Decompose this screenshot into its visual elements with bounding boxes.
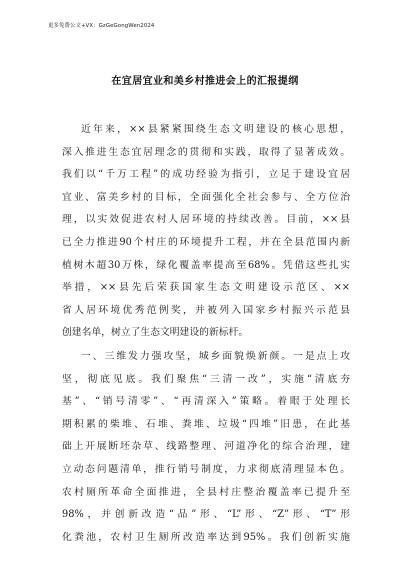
body-line: 一、三维发力强攻坚，城乡面貌焕新颜。一是点上攻 (81, 351, 350, 362)
header-note: 更多免费公文+VX：GzGeGongWen2024 (48, 23, 155, 29)
body-line: 立动态问题清单，推行销号制度，力求彻底清理显本色。 (62, 464, 350, 475)
body-line: 省人居环境优秀范例奖，并被列入国家乡村振兴示范县 (62, 304, 350, 316)
body-line: 农村厕所革命全面推进，全县村庄整治覆盖率已提升至 (62, 486, 350, 498)
body-line: 宜业、富美乡村的目标，全面强化全社会参与、全方位治 (62, 191, 350, 203)
body-line: 创建名单，树立了生态文明建设的新标杆。 (62, 327, 249, 339)
body-line: 近年来，××县紧紧围绕生态文明建设的核心思想， (81, 124, 350, 135)
body-line: 我们以“千万工程”的成功经验为指引，立足于建设宜居 (62, 169, 350, 181)
body-line: 坚，彻底见底。我们聚焦“三清一改”，实施“清底夯 (62, 373, 350, 385)
body-line: 理，以实效促进农村人居环境的持续改善。目前，××县 (62, 214, 350, 226)
body-line: 举措，××县先后荣获国家生态文明建设示范区、×× (62, 282, 350, 294)
body-line: 深入推进生态宜居理念的贯彻和实践，取得了显著成效。 (62, 146, 350, 158)
body-line: 植树木超30万株，绿化覆盖率提高至68%。凭借这些扎实 (62, 259, 350, 271)
body-line: 化粪池，农村卫生厕所改造率达到95%。我们创新实施 (62, 531, 350, 543)
body-line: 期积累的柴堆、石堆、粪堆、垃圾“四堆”旧患，在此基 (62, 418, 350, 430)
body-line: 础上开展断坯杂草、线路整理、河道净化的综合治理，建 (62, 441, 350, 453)
body-line: 98%，并创新改造“品”形、“L”形、“Z”形、“T”形 (62, 509, 350, 521)
body-line: 已全力推进90个村庄的环境提升工程，并在全县范围内新 (62, 237, 350, 248)
document-title: 在宜居宜业和美乡村推进会上的汇报提纲 (111, 76, 299, 87)
body-line: 基”、“销号清零”、“再清深入”策略。着眼于处理长 (62, 396, 350, 408)
